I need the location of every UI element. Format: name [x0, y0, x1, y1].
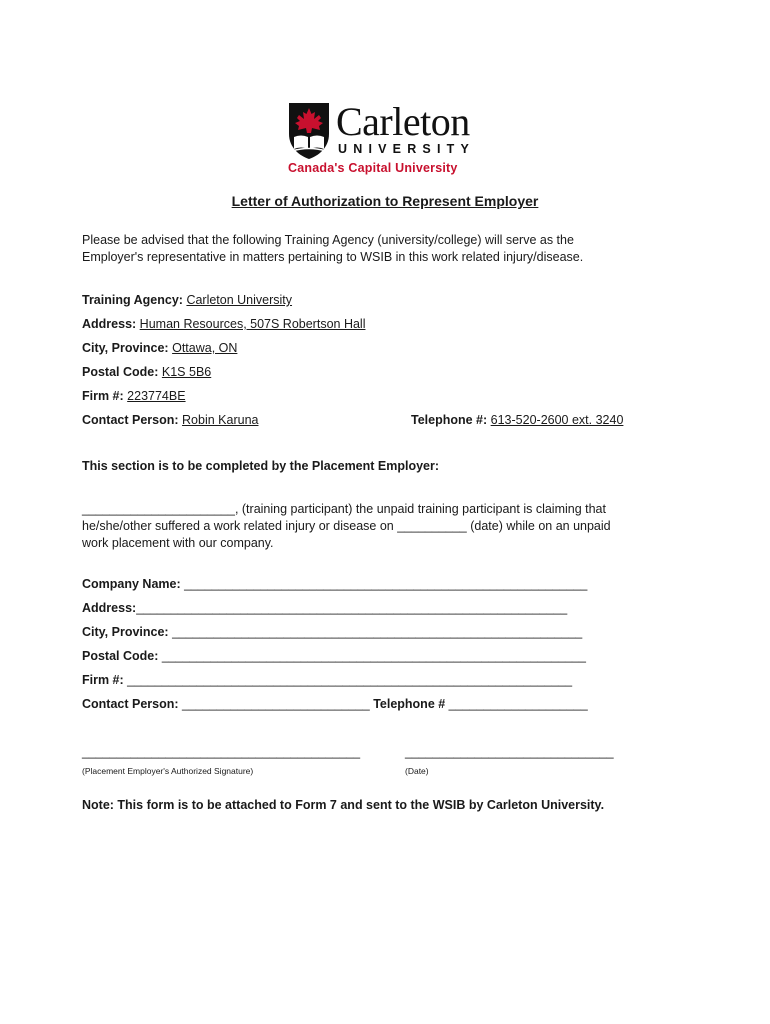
signature-line[interactable]: ________________________________________ [82, 745, 361, 759]
agency-city-value: Ottawa, ON [172, 341, 238, 355]
employer-postal-field [82, 648, 586, 664]
intro-line-2: Employer's representative in matters pertaining to WSIB in this work related injury/disease. [82, 250, 584, 264]
employer-telephone-label: Telephone # [369, 697, 449, 711]
agency-firm-field [82, 388, 186, 404]
employer-firm-field [82, 672, 572, 688]
agency-telephone-value: 613-520-2600 ext. 3240 [490, 413, 624, 427]
injury-date-blank[interactable]: __________ [397, 519, 467, 533]
agency-address-label: Address: [82, 317, 137, 331]
agency-contact-value: Robin Karuna [182, 413, 259, 427]
agency-telephone-field [411, 412, 623, 428]
agency-address-field [82, 316, 365, 332]
employer-address-blank[interactable]: ______________________________________________________________ [136, 601, 568, 615]
logo-university: UNIVERSITY [338, 142, 476, 156]
employer-contact-field [82, 696, 588, 712]
agency-address-value: Human Resources, 507S Robertson Hall [139, 317, 366, 331]
employer-address-field [82, 600, 567, 616]
agency-firm-label: Firm #: [82, 389, 124, 403]
claim-line-3: work placement with our company. [82, 536, 274, 550]
agency-postal-field [82, 364, 211, 380]
date-caption: (Date) [405, 766, 429, 776]
date-line[interactable]: ______________________________ [405, 745, 614, 759]
employer-address-label: Address: [82, 601, 137, 615]
training-agency-value: Carleton University [186, 293, 293, 307]
intro-paragraph [82, 232, 682, 266]
shield-icon [288, 102, 330, 160]
employer-firm-blank[interactable]: ________________________________________________________________ [127, 673, 573, 687]
training-agency-label: Training Agency: [82, 293, 183, 307]
page-title: Letter of Authorization to Represent Employer [231, 193, 539, 209]
carleton-logo [288, 100, 488, 182]
participant-name-blank[interactable]: ______________________ [82, 502, 235, 516]
intro-line-1: Please be advised that the following Training Agency (university/college) will serve as the [82, 233, 574, 247]
employer-telephone-blank[interactable]: ____________________ [448, 697, 588, 711]
signature-caption: (Placement Employer's Authorized Signature) [82, 766, 254, 776]
attachment-note: Note: This form is to be attached to Form 7 and sent to the WSIB by Carleton University. [82, 798, 605, 812]
employer-city-field [82, 624, 582, 640]
section-heading-text: This section is to be completed by the Placement Employer: [82, 459, 440, 473]
claim-line-2-text-a: he/she/other suffered a work related injury or disease on [82, 519, 398, 533]
company-name-field [82, 576, 587, 592]
employer-city-label: City, Province: [82, 625, 173, 639]
company-name-blank[interactable]: __________________________________________________________ [184, 577, 588, 591]
employer-contact-blank[interactable]: ___________________________ [182, 697, 370, 711]
agency-postal-label: Postal Code: [82, 365, 159, 379]
section-heading [82, 458, 439, 474]
claim-line-2 [82, 518, 702, 535]
company-name-label: Company Name: [82, 577, 185, 591]
logo-wordmark: Carleton [336, 99, 470, 144]
employer-city-blank[interactable]: ___________________________________________________________ [172, 625, 583, 639]
agency-telephone-label: Telephone #: [411, 413, 488, 427]
logo-tagline: Canada's Capital University [288, 161, 458, 175]
employer-postal-blank[interactable]: _____________________________________________________________ [161, 649, 586, 663]
agency-city-label: City, Province: [82, 341, 169, 355]
agency-contact-field [82, 412, 258, 428]
agency-firm-value: 223774BE [127, 389, 186, 403]
agency-city-field [82, 340, 237, 356]
agency-contact-label: Contact Person: [82, 413, 179, 427]
employer-contact-label: Contact Person: [82, 697, 183, 711]
employer-postal-label: Postal Code: [82, 649, 162, 663]
employer-firm-label: Firm #: [82, 673, 128, 687]
agency-postal-value: K1S 5B6 [161, 365, 212, 379]
claim-paragraph [82, 501, 702, 552]
claim-line-1-text: , (training participant) the unpaid training participant is claiming that [234, 502, 606, 516]
training-agency-field [82, 292, 292, 308]
claim-line-2-text-b: (date) while on an unpaid [466, 519, 611, 533]
claim-line-1 [82, 501, 702, 518]
